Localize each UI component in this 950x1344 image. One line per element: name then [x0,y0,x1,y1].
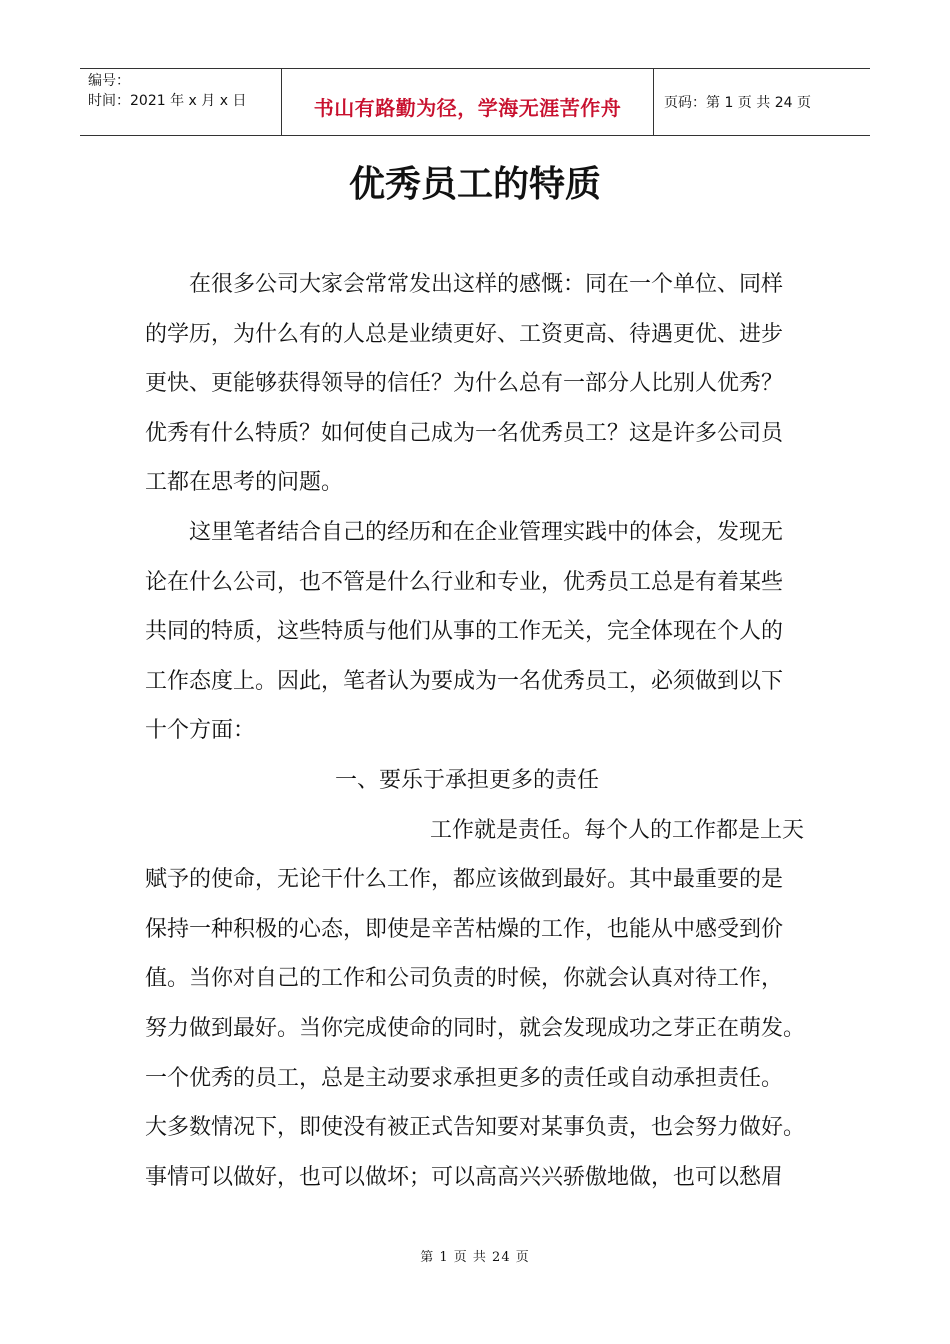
page-footer: 第 1 页 共 24 页 [420,1250,530,1265]
paragraph-line: 事情可以做好，也可以做坏；可以高高兴兴骄傲地做，也可以愁眉 [145,1164,784,1190]
paragraph-line: 共同的特质，这些特质与他们从事的工作无关，完全体现在个人的 [145,619,784,645]
paragraph-line: 更快、更能够获得领导的信任？为什么总有一部分人比别人优秀？ [145,371,784,397]
header-motto-cell [282,69,654,135]
header-number-label: 编号： [88,73,130,89]
paragraph-line: 努力做到最好。当你完成使命的同时，就会发现成功之芽正在萌发。 [145,1015,806,1041]
paragraph-line: 论在什么公司，也不管是什么行业和专业，优秀员工总是有着某些 [145,569,784,595]
paragraph-line: 大多数情况下，即使没有被正式告知要对某事负责，也会努力做好。 [145,1115,806,1141]
paragraph-line: 赋予的使命，无论干什么工作，都应该做到最好。其中最重要的是 [145,867,784,893]
header-time-label: 时间：2021 年 x 月 x 日 [88,93,247,109]
header-motto: 书山有路勤为径，学海无涯苦作舟 [313,95,622,120]
paragraph-line: 工作态度上。因此，笔者认为要成为一名优秀员工，必须做到以下 [145,668,784,694]
paragraph-line: 十个方面： [145,718,256,744]
paragraph-line: 一个优秀的员工，总是主动要求承担更多的责任或自动承担责任。 [145,1065,784,1091]
section-heading: 一、要乐于承担更多的责任 [335,767,600,793]
document-body [145,260,820,1202]
paragraph-line: 优秀有什么特质？如何使自己成为一名优秀员工？这是许多公司员 [145,420,784,446]
header-meta-cell [80,69,282,135]
paragraph-line: 在很多公司大家会常常发出这样的感慨：同在一个单位、同样 [189,272,784,297]
paragraph-line: 工作就是责任。每个人的工作都是上天 [430,817,805,843]
header-page-info: 页码：第 1 页 共 24 页 [664,95,811,111]
paragraph-line: 这里笔者结合自己的经历和在企业管理实践中的体会，发现无 [189,519,784,545]
paragraph-line: 保持一种积极的心态，即使是辛苦枯燥的工作，也能从中感受到价 [145,916,784,942]
header-page-cell [654,69,870,135]
paragraph-line: 工都在思考的问题。 [145,470,344,496]
paragraph-line: 值。当你对自己的工作和公司负责的时候，你就会认真对待工作， [145,966,784,992]
document-header [80,68,870,136]
paragraph-line: 的学历，为什么有的人总是业绩更好、工资更高、待遇更优、进步 [145,321,784,347]
document-title: 优秀员工的特质 [348,164,601,205]
